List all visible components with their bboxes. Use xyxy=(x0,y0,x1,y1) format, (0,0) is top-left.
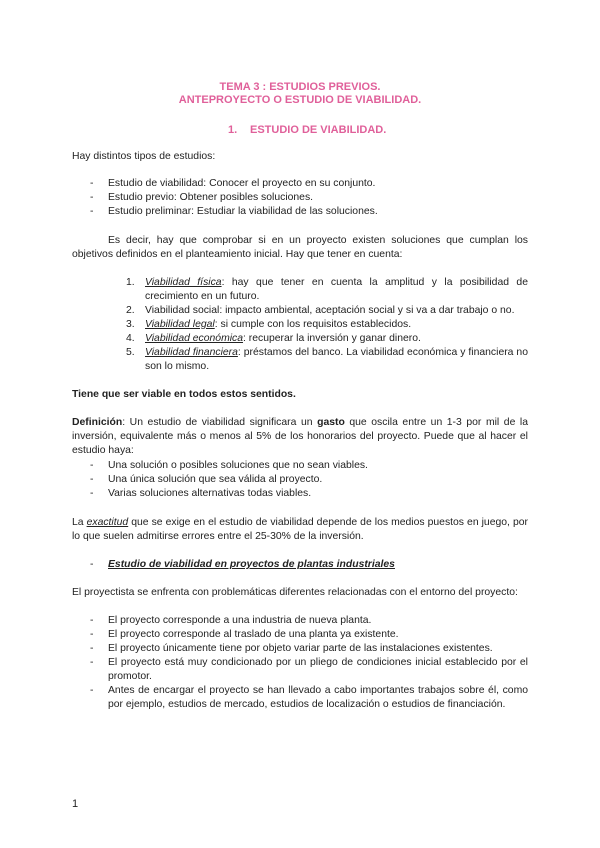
term-financial: Viabilidad financiera xyxy=(145,347,238,358)
list-item: - El proyecto corresponde al traslado de una planta ya existente. xyxy=(90,628,528,642)
list-item-financial xyxy=(126,346,528,374)
item-number: 3. xyxy=(126,319,135,330)
viability-list xyxy=(126,276,528,374)
plants-intro: El proyectista se enfrenta con problemáticas diferentes relacionadas con el entorno del proyecto: xyxy=(72,587,518,598)
plants-list xyxy=(90,614,528,712)
definition-paragraph xyxy=(72,416,528,458)
list-item: - El proyecto está muy condicionado por un pliego de condiciones inicial establecido por el promotor. xyxy=(90,656,528,684)
list-item-legal xyxy=(126,318,528,332)
check-paragraph: Es decir, hay que comprobar si en un proyecto existen soluciones que cumplan los objetivos definidos en el planteamiento inicial. Hay que tener en cuenta: xyxy=(72,235,528,260)
list-item: - El proyecto corresponde a una industria de nueva planta. xyxy=(90,614,528,628)
page-number: 1 xyxy=(72,798,79,810)
term-economic: Viabilidad económica xyxy=(145,333,244,344)
list-item: - Estudio de viabilidad: Conocer el proyecto en su conjunto. xyxy=(90,177,528,191)
item-text: : hay que tener en cuenta la amplitud y la posibilidad de crecimiento en un futuro. xyxy=(145,277,528,302)
definition-text: : Un estudio de viabilidad significara un xyxy=(122,417,318,428)
definition-text: que oscila entre un 1-3 por mil de la inversión, equivalente más o menos al 5% de los honorarios del proyecto. Puede que al hacer el estudio haya: xyxy=(72,417,528,456)
definition-label: Definición xyxy=(72,417,123,428)
exactitud-term: exactitud xyxy=(86,517,129,528)
section-number: 1. xyxy=(228,124,238,136)
intro-paragraph: Hay distintos tipos de estudios: xyxy=(72,151,216,162)
term-physical: Viabilidad física xyxy=(145,277,222,288)
viable-note: Tiene que ser viable en todos estos sentidos. xyxy=(72,389,296,400)
accuracy-text: que se exige en el estudio de viabilidad depende de los medios puestos en juego, por lo que suelen admitirse errores entre el 25-30% de la inversión. xyxy=(72,517,528,542)
item-text: : recuperar la inversión y ganar dinero. xyxy=(243,333,421,344)
plants-heading-text: Estudio de viabilidad en proyectos de plantas industriales xyxy=(108,559,395,570)
gasto-term: gasto xyxy=(317,417,345,428)
list-item: - Varias soluciones alternativas todas viables. xyxy=(90,487,528,501)
list-item: - Estudio preliminar: Estudiar la viabilidad de las soluciones. xyxy=(90,205,528,219)
item-text: Viabilidad social: impacto ambiental, aceptación social y si va a dar trabajo o no. xyxy=(145,305,515,316)
item-text: : préstamos del banco. La viabilidad económica y financiera no son lo mismo. xyxy=(145,347,528,372)
document-title-line2: ANTEPROYECTO O ESTUDIO DE VIABILIDAD. xyxy=(178,94,422,106)
accuracy-text: La xyxy=(72,517,87,528)
list-item-social xyxy=(126,304,528,318)
list-item: - Una única solución que sea válida al proyecto. xyxy=(90,473,528,487)
section-title: ESTUDIO DE VIABILIDAD. xyxy=(250,124,387,136)
item-number: 5. xyxy=(126,347,135,358)
item-number: 2. xyxy=(126,305,135,316)
list-item: - El proyecto únicamente tiene por objeto variar parte de las instalaciones existentes. xyxy=(90,642,528,656)
list-item: - Una solución o posibles soluciones que no sean viables. xyxy=(90,459,528,473)
item-number: 1. xyxy=(126,277,135,288)
document-title-line1: TEMA 3 : ESTUDIOS PREVIOS. xyxy=(219,81,381,93)
section-heading xyxy=(228,123,386,137)
item-text: : si cumple con los requisitos establecidos. xyxy=(214,319,412,330)
study-types-list xyxy=(90,177,528,219)
list-item: - Estudio previo: Obtener posibles soluciones. xyxy=(90,191,528,205)
item-number: 4. xyxy=(126,333,135,344)
list-item-physical xyxy=(126,276,528,304)
dash-marker: - xyxy=(90,559,94,570)
term-legal: Viabilidad legal xyxy=(145,319,215,330)
outcomes-list xyxy=(90,459,528,501)
plants-heading xyxy=(90,558,395,572)
accuracy-paragraph xyxy=(72,516,528,544)
list-item-economic xyxy=(126,332,528,346)
list-item: - Antes de encargar el proyecto se han llevado a cabo importantes trabajos sobre él, como por ejemplo, estudios de mercado, estudios de localización o estudios de financiación. xyxy=(90,684,528,712)
